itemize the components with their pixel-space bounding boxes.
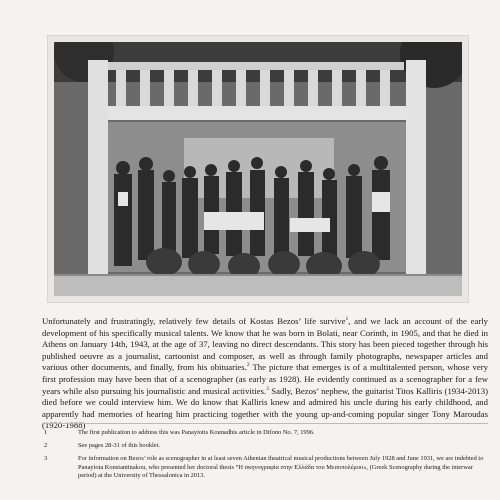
footnote	[42, 455, 488, 480]
photograph-frame	[48, 36, 468, 302]
body-text-part: The picture that emerges is of a multitalented person, whose very first profession may have been that of a scenographer (as early as 1928). He evidently continued as a scenographer for a few years while also pursuing his journalistic and musical activities.	[42, 362, 488, 396]
footnotes	[42, 424, 488, 480]
photograph-image	[54, 42, 462, 296]
body-text-part: Sadly, Bezos’ nephew, the guitarist Titos Kalliris (1934-2013) died before we could interview him. We do know that Kalliris knew and admired his uncle during his early childhood, and apparently had memories of hearing him practicing together with the young up-and-coming popular singer Tony Maroudas (1920-1988)	[42, 385, 488, 431]
footnote	[42, 429, 488, 437]
body-paragraph	[42, 316, 488, 432]
footnote-number: 3	[44, 455, 48, 463]
footnote-ref[interactable]: 1	[345, 316, 349, 323]
footnote-number: 1	[44, 429, 48, 436]
footnote-ref[interactable]: 2	[246, 362, 250, 369]
body-text-part: Unfortunately and frustratingly, relatively few details of Kostas Bezos’ life survive	[42, 316, 346, 326]
footnote-text: See pages 28-31 of this booklet.	[78, 442, 160, 450]
body-text-part: , and we lack an account of the early development of his specifically musical talents. We know that he was born in Bolati, near Corinth, in 1905, and that he died in Athens on January 14th, 1943, at the age of 37, leaving no direct descendants. This story has been pieced together through his published oeuvre as a journalist, cartoonist and composer, as well as through family photographs, newspaper articles and various other documents, and finally, from his obituaries.	[42, 316, 488, 373]
footnote	[42, 442, 488, 450]
footnote-text: For information on Bezos’ role as scenographer in at least seven Athenian theatrical musical productions between July 1928 and June 1931, we are indebted to Panayiota Konstantinakou, who presented her doctoral thesis “Η σκηνογραφία στην Ελλάδα του Μεσοπολέμου», (Greek Scenography during the interwar period) at the University of Thessalonica in 2013.	[78, 455, 484, 479]
group-photograph	[54, 42, 462, 296]
footnote-text: The first publication to address this was Panayiotis Kounadhis article in Difono No. 7, 1996.	[78, 429, 315, 436]
footnote-number: 2	[44, 442, 48, 450]
footnote-ref[interactable]: 3	[266, 385, 269, 392]
